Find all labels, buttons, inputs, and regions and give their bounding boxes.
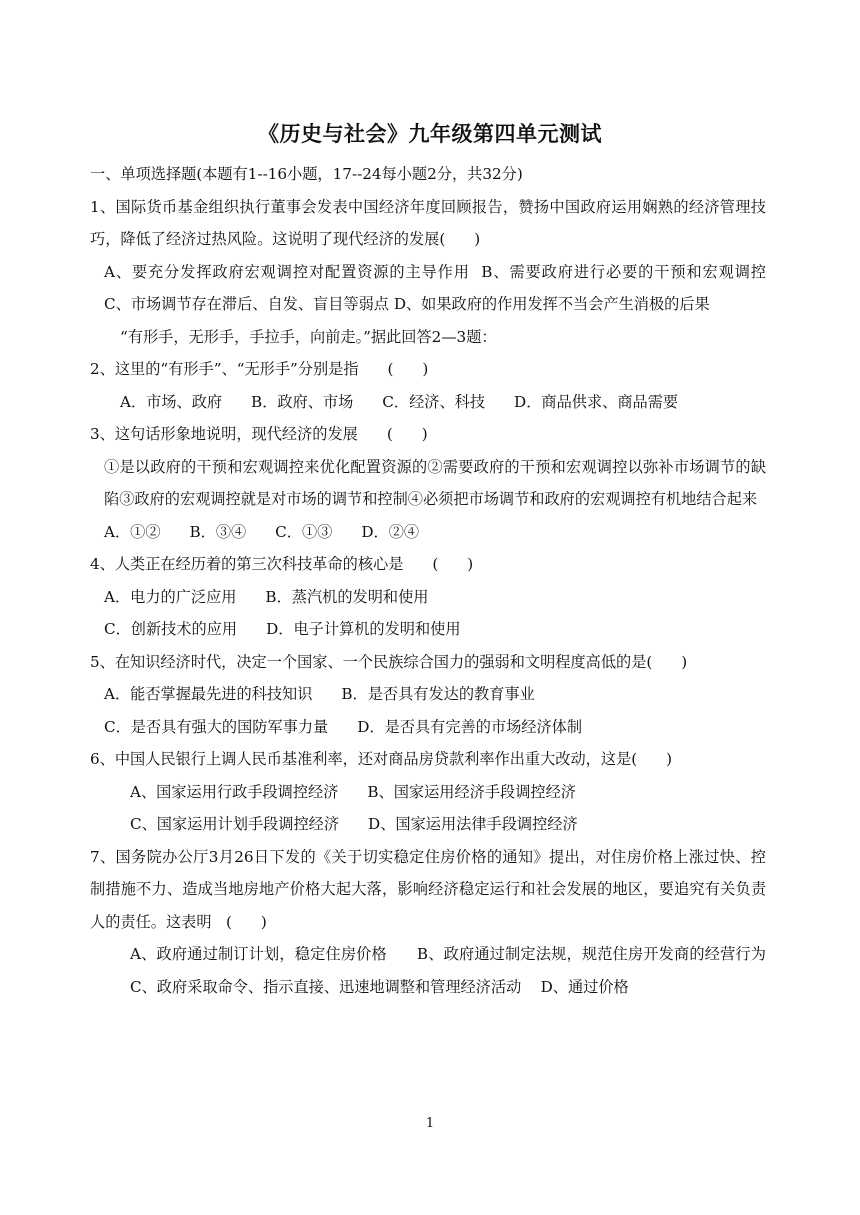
page-title: 《历史与社会》九年级第四单元测试 [258,121,602,146]
question-5-options-row-1: A．能否掌握最先进的科技知识 B．是否具有发达的教育事业 [104,685,535,703]
question-2-options: A．市场、政府 B．政府、市场 C．经济、科技 D．商品供求、商品需要 [120,392,679,411]
question-4-options-row-2: C．创新技术的应用 D．电子计算机的发明和使用 [104,620,461,638]
intro-questions-2-3: “有形手，无形手，手拉手，向前走。”据此回答2—3题： [120,327,497,346]
question-3-statements: ①是以政府的干预和宏观调控来优化配置资源的②需要政府的干预和宏观调控以弥补市场调节的缺陷③政府的宏观调控就是对市场的调节和控制④必须把市场调节和政府的宏观调控有机地结合起来 [104,457,766,508]
page-number: 1 [425,1116,435,1131]
question-6-options-row-2: C、国家运用计划手段调控经济 D、国家运用法律手段调控经济 [130,815,578,833]
question-7-options: A、政府通过制订计划，稳定住房价格 B、政府通过制定法规，规范住房开发商的经营行为 C、政府采取命令、指示直接、迅速地调整和管理经济活动 D、通过价格 [130,945,786,996]
question-2-stem: 2、这里的“有形手”、“无形手”分别是指 ( ) [90,360,429,378]
question-6-stem: 6、中国人民银行上调人民币基准利率，还对商品房贷款利率作出重大改动，这是( ) [90,750,673,768]
document-body [90,158,786,1003]
question-3-options: A．①② B．③④ C．①③ D．②④ [104,522,420,541]
question-4-stem: 4、人类正在经历着的第三次科技革命的核心是 ( ) [90,555,474,573]
question-4-options-row-1: A．电力的广泛应用 B．蒸汽机的发明和使用 [104,587,429,606]
question-7-stem: 7、国务院办公厅3月26日下发的《关于切实稳定住房价格的通知》提出，对住房价格上涨过快、控制措施不力、造成当地房地产价格大起大落，影响经济稳定运行和社会发展的地区，要追究有关负责人的责任。这表明 ( ) [90,847,766,931]
question-5-options-row-2: C．是否具有强大的国防军事力量 D．是否具有完善的市场经济体制 [104,717,583,736]
question-1-options: A、要充分发挥政府宏观调控对配置资源的主导作用 B、需要政府进行必要的干预和宏观调控 C、市场调节存在滞后、自发、盲目等弱点 D、如果政府的作用发挥不当会产生消极的后果 [104,262,781,313]
section-heading: 一、单项选择题(本题有1--16小题，17--24每小题2分，共32分) [90,165,523,183]
question-6-options-row-1: A、国家运用行政手段调控经济 B、国家运用经济手段调控经济 [130,782,576,801]
question-5-stem: 5、在知识经济时代，决定一个国家、一个民族综合国力的强弱和文明程度高低的是( ) [90,652,688,671]
question-1-stem: 1、国际货币基金组织执行董事会发表中国经济年度回顾报告，赞扬中国政府运用娴熟的经济管理技巧，降低了经济过热风险。这说明了现代经济的发展( ) [90,197,766,248]
question-3-stem: 3、这句话形象地说明，现代经济的发展 ( ) [90,425,428,443]
